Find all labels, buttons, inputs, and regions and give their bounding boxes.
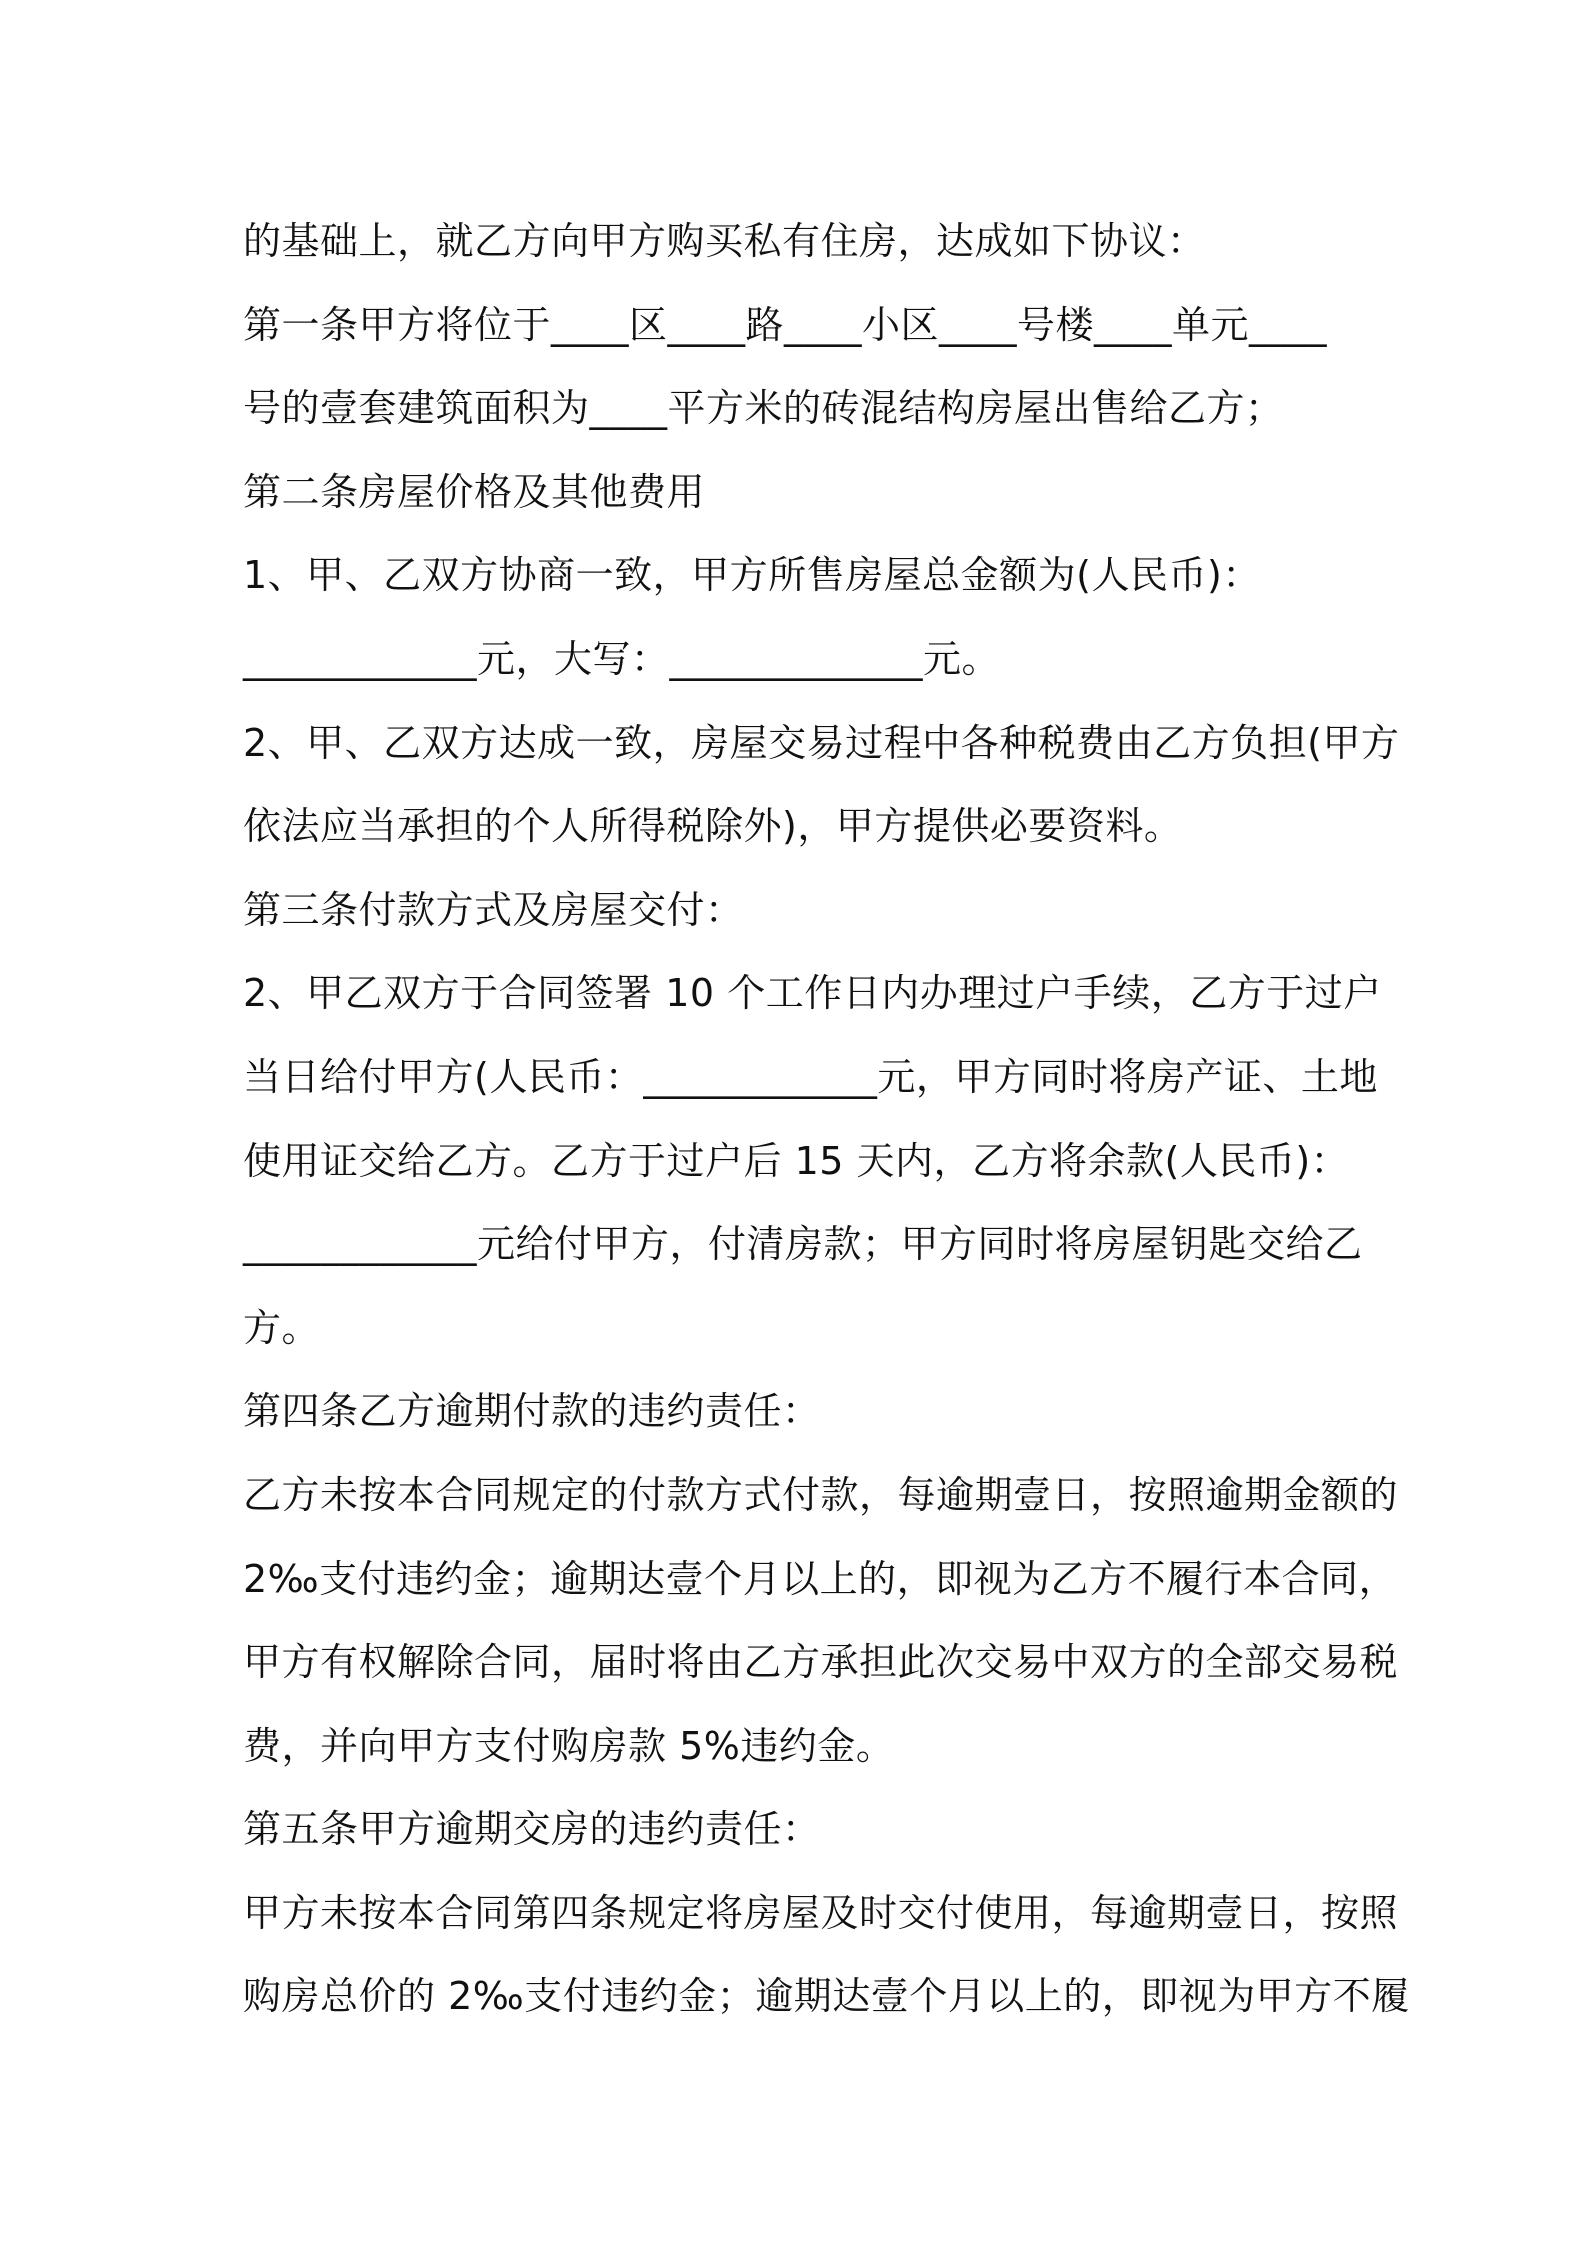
heading-article3: 第三条付款方式及房屋交付：: [243, 887, 744, 932]
text-line-article1-a: 第一条甲方将位于____区____路____小区____号楼____单元____: [243, 302, 1328, 347]
text-line-payment-b: 当日给付甲方(人民币：____________元，甲方同时将房产证、土地: [243, 1054, 1378, 1099]
text-line-tax-b: 依法应当承担的个人所得税除外)，甲方提供必要资料。: [243, 804, 1183, 849]
text-line-article1-b: 号的壹套建筑面积为____平方米的砖混结构房屋出售给乙方；: [243, 386, 1284, 431]
text-line-price-a: 1、甲、乙双方协商一致，甲方所售房屋总金额为(人民币)：: [243, 553, 1261, 598]
text-line-late-payment-c: 甲方有权解除合同，届时将由乙方承担此次交易中双方的全部交易税: [243, 1640, 1399, 1685]
text-line-late-payment-d: 费，并向甲方支付购房款 5%违约金。: [243, 1723, 895, 1768]
heading-article4: 第四条乙方逾期付款的违约责任：: [243, 1389, 821, 1434]
heading-article5: 第五条甲方逾期交房的违约责任：: [243, 1807, 821, 1852]
text-line-late-delivery-a: 甲方未按本合同第四条规定将房屋及时交付使用，每逾期壹日，按照: [243, 1890, 1399, 1935]
text-line-late-payment-a: 乙方未按本合同规定的付款方式付款，每逾期壹日，按照逾期金额的: [243, 1472, 1399, 1517]
heading-article2: 第二条房屋价格及其他费用: [243, 469, 706, 514]
text-line-payment-a: 2、甲乙双方于合同签署 10 个工作日内办理过户手续，乙方于过户: [243, 971, 1382, 1016]
text-line-intro: 的基础上，就乙方向甲方购买私有住房，达成如下协议：: [243, 219, 1206, 263]
text-line-late-delivery-b: 购房总价的 2‰支付违约金；逾期达壹个月以上的，即视为甲方不履: [243, 1974, 1410, 2019]
text-line-payment-c: 使用证交给乙方。乙方于过户后 15 天内，乙方将余款(人民币)：: [243, 1138, 1350, 1183]
text-line-price-b: ____________元，大写：_____________元。: [243, 636, 1001, 681]
text-line-payment-d: ____________元给付甲方，付清房款；甲方同时将房屋钥匙交给乙: [243, 1222, 1363, 1267]
text-line-tax-a: 2、甲、乙双方达成一致，房屋交易过程中各种税费由乙方负担(甲方: [243, 720, 1400, 765]
contract-text: [243, 200, 1410, 2039]
text-line-payment-e: 方。: [243, 1305, 321, 1350]
text-line-late-payment-b: 2‰支付违约金；逾期达壹个月以上的，即视为乙方不履行本合同，: [243, 1556, 1398, 1601]
